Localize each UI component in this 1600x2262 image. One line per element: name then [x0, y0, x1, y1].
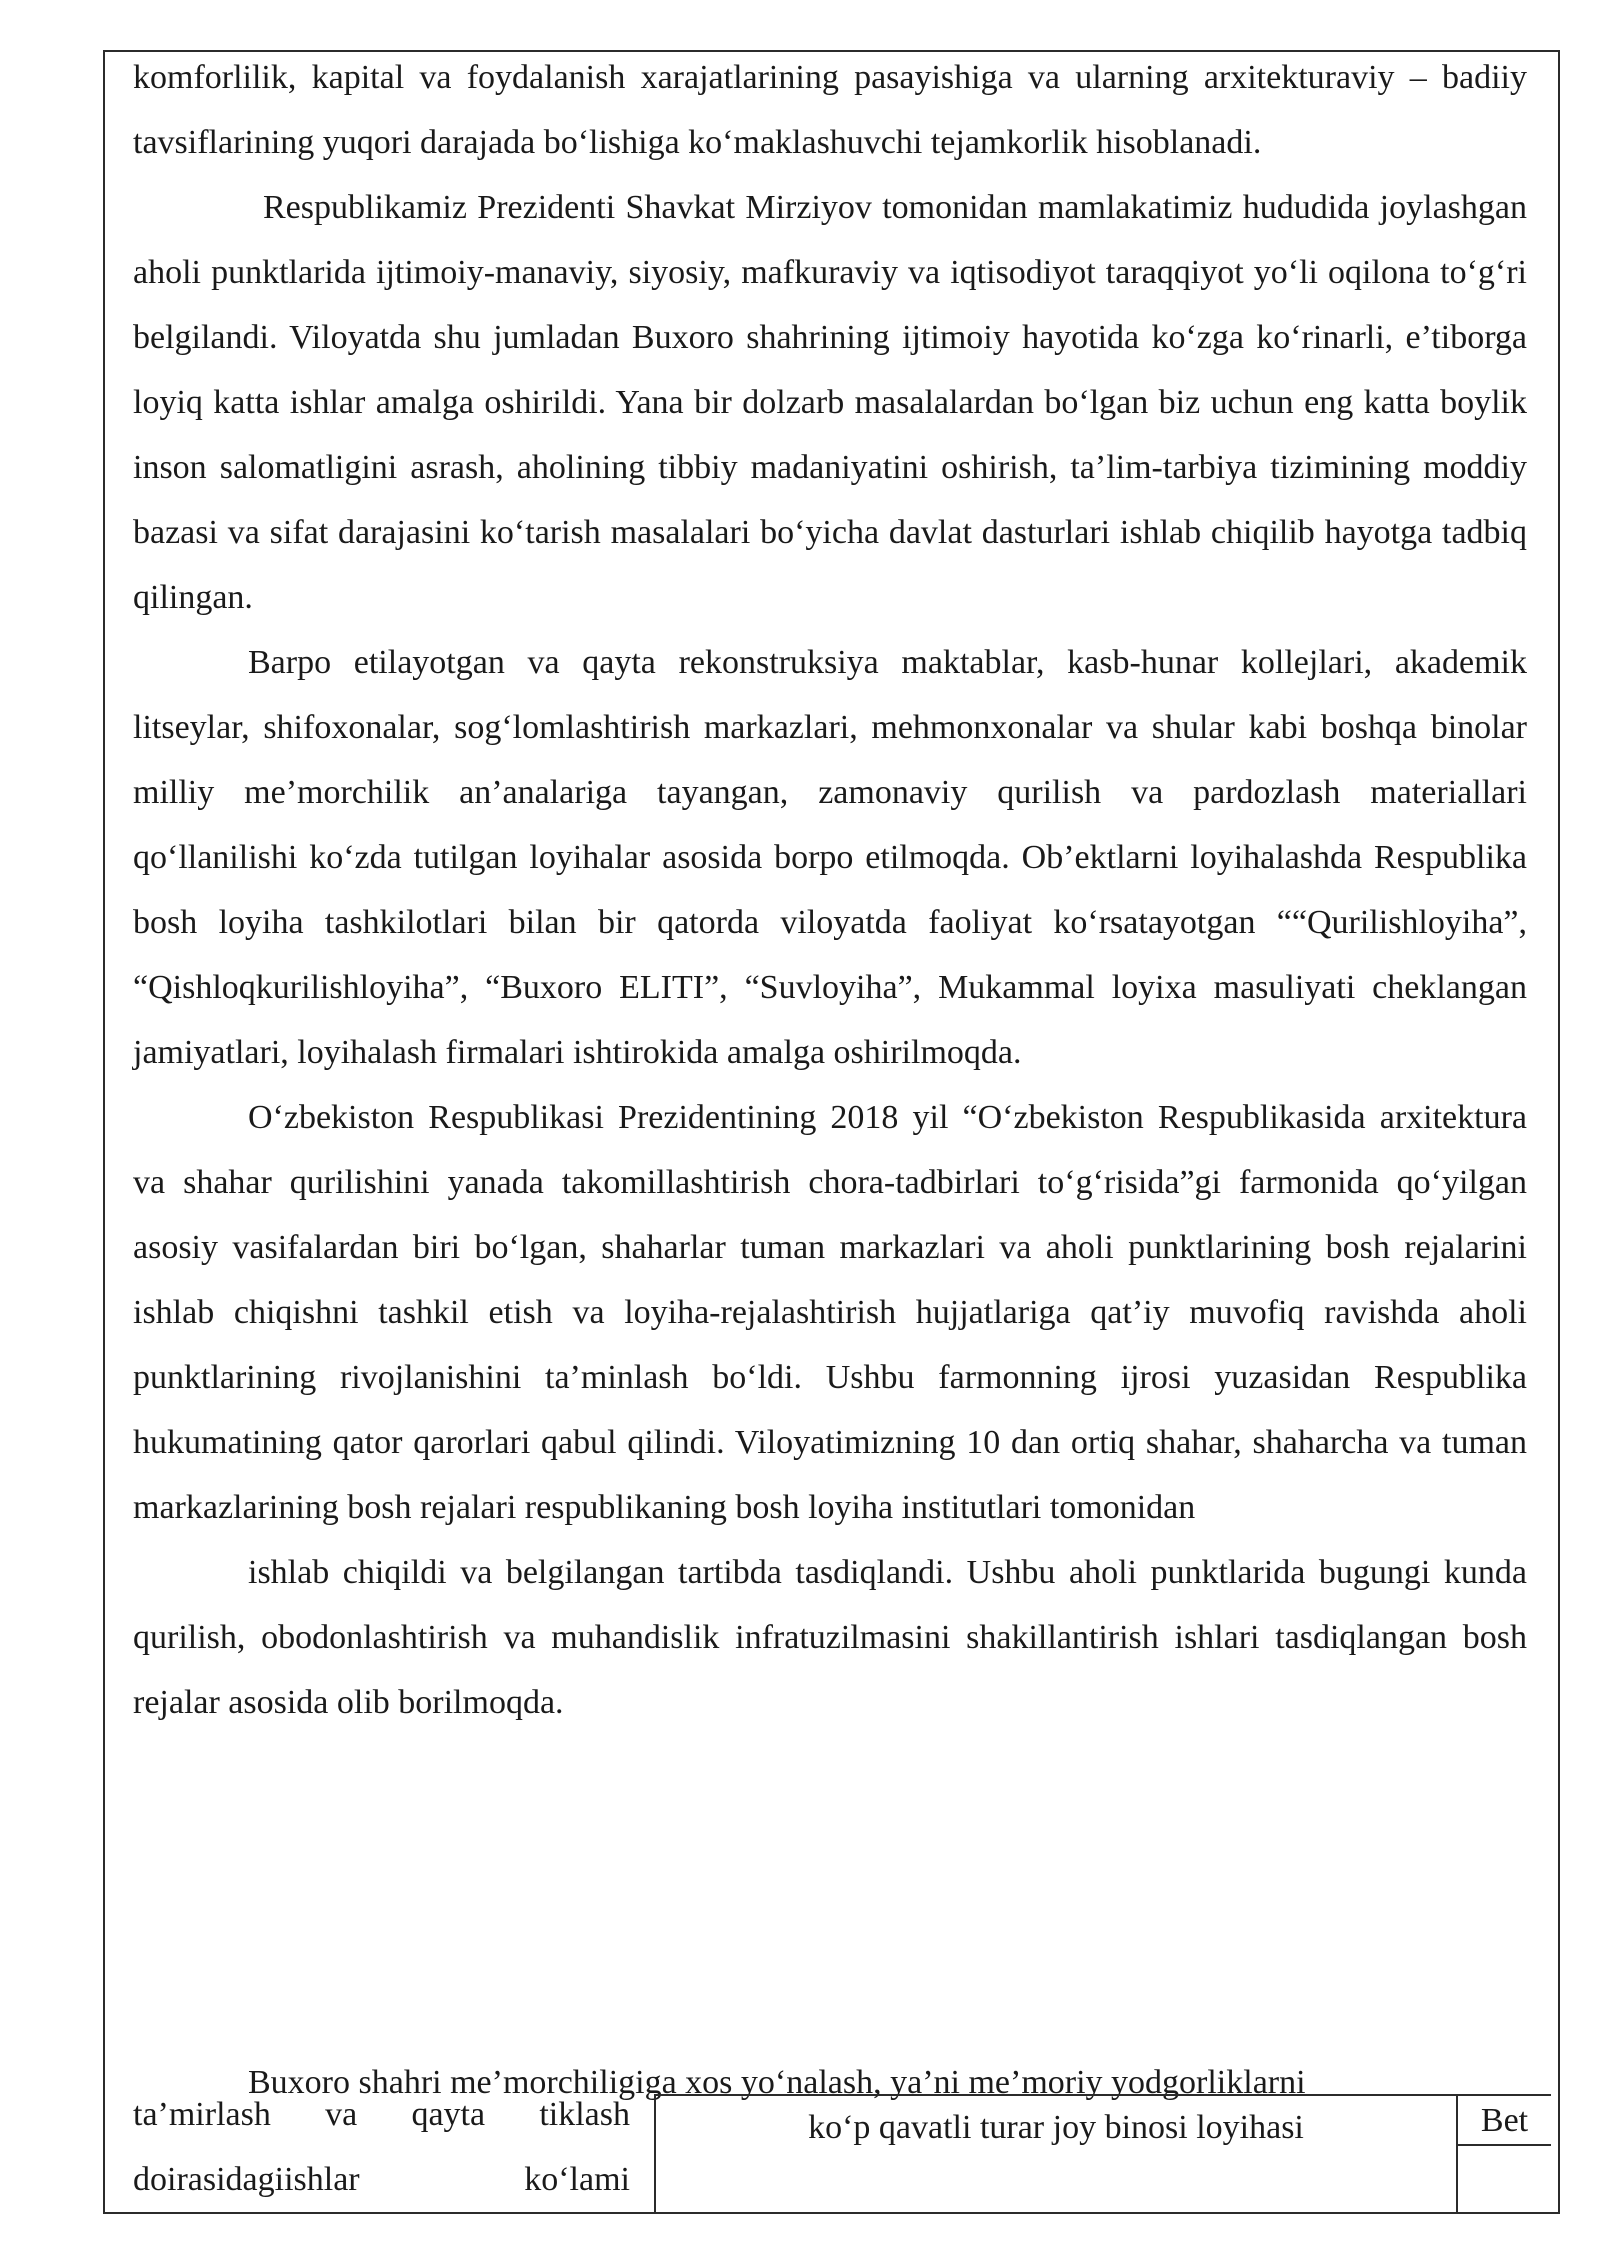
- tail-line-1: [133, 2082, 630, 2147]
- title-block-page-label: Bet: [1458, 2096, 1551, 2146]
- paragraph-5: ishlab chiqildi va belgilangan tartibda tasdiqlandi. Ushbu aholi punktlarida bugungi kunda qurilish, obodonlashtirish va muhandislik infratuzilmasini shakillantirish ishlari tasdiqlangan bosh rejalar asosida olib borilmoqda.: [133, 1554, 1527, 1721]
- tail-word: ko‘lami: [524, 2161, 630, 2198]
- paragraph-6: Buxoro shahri me’morchiligiga xos yo‘nalash, ya’ni me’moriy yodgorliklarni: [248, 2064, 1306, 2101]
- paragraph-1: komforlilik, kapital va foydalanish xarajatlarining pasayishiga va ularning arxitekturaviy – badiiy tavsiflarining yuqori darajada bo‘lishiga ko‘maklashuvchi tejamkorlik hisoblanadi.: [133, 59, 1527, 161]
- title-block: [654, 2094, 1551, 2214]
- paragraph-3: Barpo etilayotgan va qayta rekonstruksiya maktablar, kasb-hunar kollejlari, akademik litseylar, shifoxonalar, sog‘lomlashtirish markazlari, mehmonxonalar va shular kabi boshqa binolar milliy me’morchilik an’analariga tayangan, zamonaviy qurilish va pardozlash materiallari qo‘llanilishi ko‘zda tutilgan loyihalar asosida borpo etilmoqda. Ob’ektlarni loyihalashda Respublika bosh loyiha tashkilotlari bilan bir qatorda viloyatda faoliyat ko‘rsatayotgan ““Qurilishloyiha”, “Qishloqkurilishloyiha”, “Buxoro ELITI”, “Suvloyiha”, Mukammal loyixa masuliyati cheklangan jamiyatlari, loyihalash firmalari ishtirokida amalga oshirilmoqda.: [133, 644, 1527, 1071]
- tail-line-2: [133, 2147, 630, 2212]
- tail-word: tiklash: [539, 2096, 630, 2133]
- paragraph-2: Respublikamiz Prezidenti Shavkat Mirziyov tomonidan mamlakatimiz hududida joylashgan aholi punktlarida ijtimoiy-manaviy, siyosiy, mafkuraviy va iqtisodiyot taraqqiyot yo‘li oqilona to‘g‘ri belgilandi. Viloyatda shu jumladan Buxoro shahrining ijtimoiy hayotida ko‘zga ko‘rinarli, e’tiborga loyiq katta ishlar amalga oshirildi. Yana bir dolzarb masalalardan bo‘lgan biz uchun eng katta boylik inson salomatligini asrash, aholining tibbiy madaniyatini oshirish, ta’lim-tarbiya tizimining moddiy bazasi va sifat darajasini ko‘tarish masalalari bo‘yicha davlat dasturlari ishlab chiqilib hayotga tadbiq qilingan.: [133, 189, 1527, 616]
- paragraph-4: O‘zbekiston Respublikasi Prezidentining 2018 yil “O‘zbekiston Respublikasida arxitektura va shahar qurilishini yanada takomillashtirish chora-tadbirlari to‘g‘risida”gi farmonida qo‘yilgan asosiy vasifalardan biri bo‘lgan, shaharlar tuman markazlari va aholi punktlarining bosh rejalarini ishlab chiqishni tashkil etish va loyiha-rejalashtirish hujjatlariga qat’iy muvofiq ravishda aholi punktlarining rivojlanishini ta’minlash bo‘ldi. Ushbu farmonning ijrosi yuzasidan Respublika hukumatining qator qarorlari qabul qilindi. Viloyatimizning 10 dan ortiq shahar, shaharcha va tuman markazlarining bosh rejalari respublikaning bosh loyiha institutlari tomonidan: [133, 1099, 1527, 1526]
- document-body: [133, 45, 1527, 1735]
- tail-word: qayta: [411, 2096, 486, 2133]
- title-block-name: ko‘p qavatli turar joy binosi loyihasi: [656, 2096, 1458, 2214]
- tail-word: va: [325, 2096, 358, 2133]
- tail-word: doirasidagiishlar: [133, 2161, 360, 2198]
- tail-word: ta’mirlash: [133, 2096, 271, 2133]
